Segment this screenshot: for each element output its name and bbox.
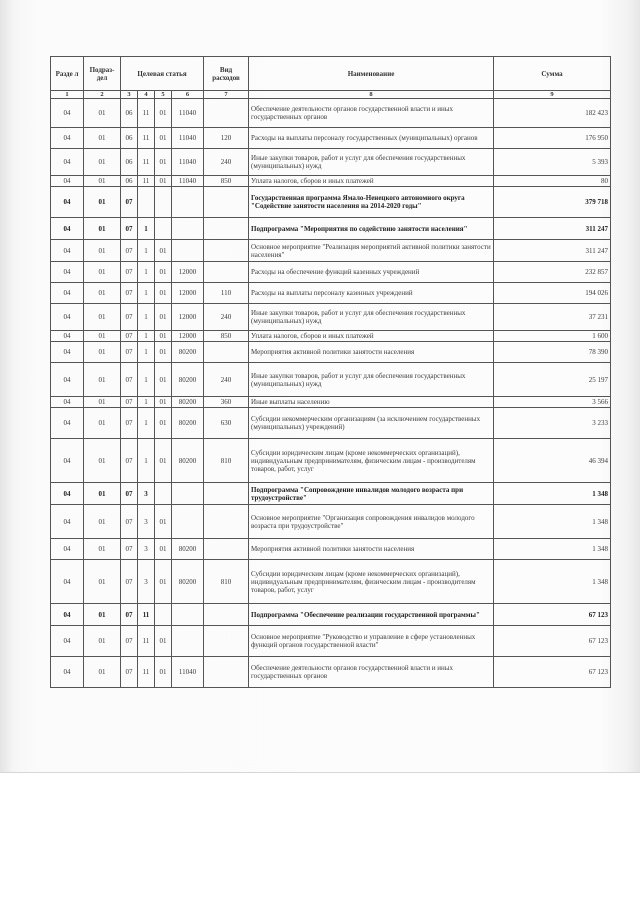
expense-type-cell: 630 [204, 408, 249, 439]
table-row [51, 218, 611, 240]
direction-code-cell [172, 187, 204, 218]
direction-code-cell: 11040 [172, 149, 204, 176]
expense-type-cell [204, 240, 249, 262]
table-row [51, 408, 611, 439]
expense-type-cell [204, 539, 249, 560]
razdel-cell: 04 [51, 439, 84, 483]
name-cell: Расходы на выплаты персоналу казенных учреждений [249, 283, 494, 304]
direction-code-cell: 80200 [172, 539, 204, 560]
name-cell: Иные закупки товаров, работ и услуг для обеспечения государственных (муниципальных) нужд [249, 363, 494, 397]
header-razdel: Разде л [51, 57, 84, 91]
header-summa: Сумма [494, 57, 611, 91]
activity-code-cell: 01 [155, 560, 172, 604]
expense-type-cell: 810 [204, 560, 249, 604]
col-number: 8 [249, 91, 494, 99]
table-row [51, 483, 611, 505]
subprogram-code-cell: 11 [138, 176, 155, 187]
direction-code-cell [172, 505, 204, 539]
subprogram-code-cell: 1 [138, 397, 155, 408]
subprogram-code-cell [138, 187, 155, 218]
razdel-cell: 04 [51, 240, 84, 262]
table-row [51, 363, 611, 397]
subprogram-code-cell: 3 [138, 539, 155, 560]
razdel-cell: 04 [51, 342, 84, 363]
podrazdel-cell: 01 [84, 331, 121, 342]
expense-type-cell [204, 505, 249, 539]
header-tselevaya-statya: Целевая статья [121, 57, 204, 91]
name-cell: Подпрограмма "Сопровождение инвалидов молодого возраста при трудоустройстве" [249, 483, 494, 505]
col-number: 1 [51, 91, 84, 99]
table-row [51, 604, 611, 626]
direction-code-cell: 80200 [172, 397, 204, 408]
name-cell: Расходы на обеспечение функций казенных учреждений [249, 262, 494, 283]
table-row [51, 149, 611, 176]
activity-code-cell: 01 [155, 657, 172, 688]
subprogram-code-cell: 11 [138, 128, 155, 149]
activity-code-cell: 01 [155, 240, 172, 262]
podrazdel-cell: 01 [84, 604, 121, 626]
podrazdel-cell: 01 [84, 99, 121, 128]
razdel-cell: 04 [51, 304, 84, 331]
activity-code-cell: 01 [155, 408, 172, 439]
name-cell: Расходы на выплаты персоналу государственных (муниципальных) органов [249, 128, 494, 149]
razdel-cell: 04 [51, 657, 84, 688]
direction-code-cell [172, 240, 204, 262]
razdel-cell: 04 [51, 483, 84, 505]
subprogram-code-cell: 1 [138, 240, 155, 262]
razdel-cell: 04 [51, 626, 84, 657]
podrazdel-cell: 01 [84, 240, 121, 262]
razdel-cell: 04 [51, 560, 84, 604]
name-cell: Мероприятия активной политики занятости населения [249, 342, 494, 363]
subprogram-code-cell: 11 [138, 626, 155, 657]
program-code-cell: 07 [121, 626, 138, 657]
podrazdel-cell: 01 [84, 483, 121, 505]
table-row [51, 240, 611, 262]
table-row [51, 342, 611, 363]
activity-code-cell: 01 [155, 439, 172, 483]
name-cell: Обеспечение деятельности органов государственной власти и иных государственных органов [249, 657, 494, 688]
table-row [51, 128, 611, 149]
program-code-cell: 07 [121, 304, 138, 331]
program-code-cell: 06 [121, 99, 138, 128]
subprogram-code-cell: 11 [138, 149, 155, 176]
podrazdel-cell: 01 [84, 342, 121, 363]
podrazdel-cell: 01 [84, 218, 121, 240]
table-row [51, 505, 611, 539]
program-code-cell: 07 [121, 483, 138, 505]
program-code-cell: 07 [121, 342, 138, 363]
sum-cell: 80 [494, 176, 611, 187]
header-podrazdel: Подраз- дел [84, 57, 121, 91]
podrazdel-cell: 01 [84, 439, 121, 483]
name-cell: Государственная программа Ямало-Ненецкого автономного округа "Содействие занятости населения на 2014-2020 годы" [249, 187, 494, 218]
direction-code-cell: 11040 [172, 128, 204, 149]
direction-code-cell: 12000 [172, 283, 204, 304]
sum-cell: 182 423 [494, 99, 611, 128]
podrazdel-cell: 01 [84, 283, 121, 304]
activity-code-cell: 01 [155, 539, 172, 560]
header-vid-raskhodov: Вид расходов [204, 57, 249, 91]
podrazdel-cell: 01 [84, 505, 121, 539]
table-row [51, 304, 611, 331]
subprogram-code-cell: 1 [138, 408, 155, 439]
direction-code-cell [172, 218, 204, 240]
col-number: 5 [155, 91, 172, 99]
subprogram-code-cell: 3 [138, 505, 155, 539]
direction-code-cell: 11040 [172, 99, 204, 128]
program-code-cell: 07 [121, 331, 138, 342]
name-cell: Субсидии некоммерческим организациям (за исключением государственных (муниципальных) учреждений) [249, 408, 494, 439]
razdel-cell: 04 [51, 604, 84, 626]
podrazdel-cell: 01 [84, 149, 121, 176]
sum-cell: 1 348 [494, 539, 611, 560]
program-code-cell: 07 [121, 560, 138, 604]
subprogram-code-cell: 3 [138, 483, 155, 505]
table-row [51, 397, 611, 408]
sum-cell: 1 348 [494, 505, 611, 539]
name-cell: Основное мероприятие "Реализация мероприятий активной политики занятости населения" [249, 240, 494, 262]
razdel-cell: 04 [51, 283, 84, 304]
program-code-cell: 07 [121, 397, 138, 408]
direction-code-cell: 80200 [172, 560, 204, 604]
program-code-cell: 07 [121, 283, 138, 304]
name-cell: Иные выплаты населению [249, 397, 494, 408]
col-number: 3 [121, 91, 138, 99]
direction-code-cell: 80200 [172, 363, 204, 397]
expense-type-cell [204, 657, 249, 688]
name-cell: Основное мероприятие "Руководство и управление в сфере установленных функций органов государственной власти" [249, 626, 494, 657]
activity-code-cell [155, 218, 172, 240]
razdel-cell: 04 [51, 262, 84, 283]
program-code-cell: 07 [121, 240, 138, 262]
expense-type-cell: 240 [204, 363, 249, 397]
budget-table [50, 56, 611, 688]
razdel-cell: 04 [51, 149, 84, 176]
expense-type-cell: 110 [204, 283, 249, 304]
sum-cell: 232 857 [494, 262, 611, 283]
subprogram-code-cell: 1 [138, 439, 155, 483]
direction-code-cell [172, 483, 204, 505]
program-code-cell: 07 [121, 187, 138, 218]
direction-code-cell: 11040 [172, 657, 204, 688]
program-code-cell: 07 [121, 505, 138, 539]
expense-type-cell [204, 483, 249, 505]
program-code-cell: 07 [121, 363, 138, 397]
subprogram-code-cell: 1 [138, 342, 155, 363]
column-number-row [51, 91, 611, 99]
header-row [51, 57, 611, 91]
subprogram-code-cell: 11 [138, 604, 155, 626]
table-row [51, 176, 611, 187]
podrazdel-cell: 01 [84, 397, 121, 408]
activity-code-cell: 01 [155, 626, 172, 657]
expense-type-cell [204, 342, 249, 363]
sum-cell: 379 718 [494, 187, 611, 218]
expense-type-cell [204, 626, 249, 657]
subprogram-code-cell: 3 [138, 560, 155, 604]
sum-cell: 78 390 [494, 342, 611, 363]
program-code-cell: 07 [121, 657, 138, 688]
activity-code-cell: 01 [155, 128, 172, 149]
podrazdel-cell: 01 [84, 304, 121, 331]
activity-code-cell [155, 483, 172, 505]
activity-code-cell: 01 [155, 99, 172, 128]
program-code-cell: 07 [121, 604, 138, 626]
podrazdel-cell: 01 [84, 128, 121, 149]
name-cell: Иные закупки товаров, работ и услуг для обеспечения государственных (муниципальных) нужд [249, 304, 494, 331]
podrazdel-cell: 01 [84, 408, 121, 439]
sum-cell: 194 026 [494, 283, 611, 304]
razdel-cell: 04 [51, 128, 84, 149]
expense-type-cell: 240 [204, 149, 249, 176]
activity-code-cell: 01 [155, 505, 172, 539]
table-row [51, 657, 611, 688]
subprogram-code-cell: 11 [138, 99, 155, 128]
sum-cell: 67 123 [494, 604, 611, 626]
sum-cell: 176 950 [494, 128, 611, 149]
expense-type-cell: 850 [204, 176, 249, 187]
subprogram-code-cell: 1 [138, 363, 155, 397]
program-code-cell: 06 [121, 128, 138, 149]
expense-type-cell: 360 [204, 397, 249, 408]
direction-code-cell: 12000 [172, 304, 204, 331]
podrazdel-cell: 01 [84, 176, 121, 187]
podrazdel-cell: 01 [84, 539, 121, 560]
program-code-cell: 07 [121, 439, 138, 483]
razdel-cell: 04 [51, 539, 84, 560]
col-number: 9 [494, 91, 611, 99]
podrazdel-cell: 01 [84, 657, 121, 688]
subprogram-code-cell: 1 [138, 331, 155, 342]
sum-cell: 1 348 [494, 483, 611, 505]
razdel-cell: 04 [51, 218, 84, 240]
subprogram-code-cell: 1 [138, 304, 155, 331]
sum-cell: 311 247 [494, 240, 611, 262]
direction-code-cell: 80200 [172, 408, 204, 439]
razdel-cell: 04 [51, 331, 84, 342]
expense-type-cell: 810 [204, 439, 249, 483]
name-cell: Основное мероприятие "Организация сопровождения инвалидов молодого возраста при трудоустройстве" [249, 505, 494, 539]
expense-type-cell [204, 604, 249, 626]
activity-code-cell: 01 [155, 363, 172, 397]
name-cell: Субсидии юридическим лицам (кроме некоммерческих организаций), индивидуальным предпринимателям, физическим лицам - производителям товаров, работ, услуг [249, 560, 494, 604]
sum-cell: 1 348 [494, 560, 611, 604]
subprogram-code-cell: 11 [138, 657, 155, 688]
direction-code-cell: 11040 [172, 176, 204, 187]
program-code-cell: 07 [121, 408, 138, 439]
table-row [51, 626, 611, 657]
razdel-cell: 04 [51, 408, 84, 439]
col-number: 4 [138, 91, 155, 99]
name-cell: Уплата налогов, сборов и иных платежей [249, 176, 494, 187]
program-code-cell: 06 [121, 176, 138, 187]
razdel-cell: 04 [51, 505, 84, 539]
podrazdel-cell: 01 [84, 560, 121, 604]
activity-code-cell: 01 [155, 331, 172, 342]
name-cell: Подпрограмма "Мероприятия по содействию занятости населения" [249, 218, 494, 240]
name-cell: Субсидии юридическим лицам (кроме некоммерческих организаций), индивидуальным предпринимателям, физическим лицам - производителям товаров, работ, услуг [249, 439, 494, 483]
expense-type-cell [204, 99, 249, 128]
activity-code-cell: 01 [155, 304, 172, 331]
expense-type-cell [204, 187, 249, 218]
col-number: 2 [84, 91, 121, 99]
activity-code-cell: 01 [155, 342, 172, 363]
podrazdel-cell: 01 [84, 262, 121, 283]
podrazdel-cell: 01 [84, 187, 121, 218]
sum-cell: 25 197 [494, 363, 611, 397]
activity-code-cell [155, 187, 172, 218]
direction-code-cell: 80200 [172, 342, 204, 363]
sum-cell: 37 231 [494, 304, 611, 331]
activity-code-cell [155, 604, 172, 626]
razdel-cell: 04 [51, 176, 84, 187]
activity-code-cell: 01 [155, 149, 172, 176]
program-code-cell: 07 [121, 539, 138, 560]
subprogram-code-cell: 1 [138, 283, 155, 304]
table-row [51, 262, 611, 283]
subprogram-code-cell: 1 [138, 262, 155, 283]
expense-type-cell: 120 [204, 128, 249, 149]
table-row [51, 99, 611, 128]
sum-cell: 46 394 [494, 439, 611, 483]
razdel-cell: 04 [51, 363, 84, 397]
table-row [51, 439, 611, 483]
name-cell: Подпрограмма "Обеспечение реализации государственной программы" [249, 604, 494, 626]
sum-cell: 1 600 [494, 331, 611, 342]
activity-code-cell: 01 [155, 262, 172, 283]
activity-code-cell: 01 [155, 283, 172, 304]
sum-cell: 3 566 [494, 397, 611, 408]
name-cell: Иные закупки товаров, работ и услуг для обеспечения государственных (муниципальных) нужд [249, 149, 494, 176]
header-naimenovanie: Наименование [249, 57, 494, 91]
name-cell: Обеспечение деятельности органов государственной власти и иных государственных органов [249, 99, 494, 128]
sum-cell: 67 123 [494, 657, 611, 688]
col-number: 6 [172, 91, 204, 99]
col-number: 7 [204, 91, 249, 99]
sum-cell: 3 233 [494, 408, 611, 439]
program-code-cell: 07 [121, 262, 138, 283]
sum-cell: 311 247 [494, 218, 611, 240]
expense-type-cell [204, 262, 249, 283]
name-cell: Уплата налогов, сборов и иных платежей [249, 331, 494, 342]
program-code-cell: 07 [121, 218, 138, 240]
razdel-cell: 04 [51, 99, 84, 128]
activity-code-cell: 01 [155, 176, 172, 187]
razdel-cell: 04 [51, 397, 84, 408]
expense-type-cell: 240 [204, 304, 249, 331]
podrazdel-cell: 01 [84, 363, 121, 397]
expense-type-cell [204, 218, 249, 240]
razdel-cell: 04 [51, 187, 84, 218]
subprogram-code-cell: 1 [138, 218, 155, 240]
name-cell: Мероприятия активной политики занятости населения [249, 539, 494, 560]
table-row [51, 283, 611, 304]
expense-type-cell: 850 [204, 331, 249, 342]
table-row [51, 560, 611, 604]
program-code-cell: 06 [121, 149, 138, 176]
sum-cell: 5 393 [494, 149, 611, 176]
direction-code-cell [172, 604, 204, 626]
table-row [51, 331, 611, 342]
activity-code-cell: 01 [155, 397, 172, 408]
direction-code-cell: 12000 [172, 331, 204, 342]
table-row [51, 187, 611, 218]
direction-code-cell: 12000 [172, 262, 204, 283]
direction-code-cell: 80200 [172, 439, 204, 483]
podrazdel-cell: 01 [84, 626, 121, 657]
table-row [51, 539, 611, 560]
sum-cell: 67 123 [494, 626, 611, 657]
direction-code-cell [172, 626, 204, 657]
